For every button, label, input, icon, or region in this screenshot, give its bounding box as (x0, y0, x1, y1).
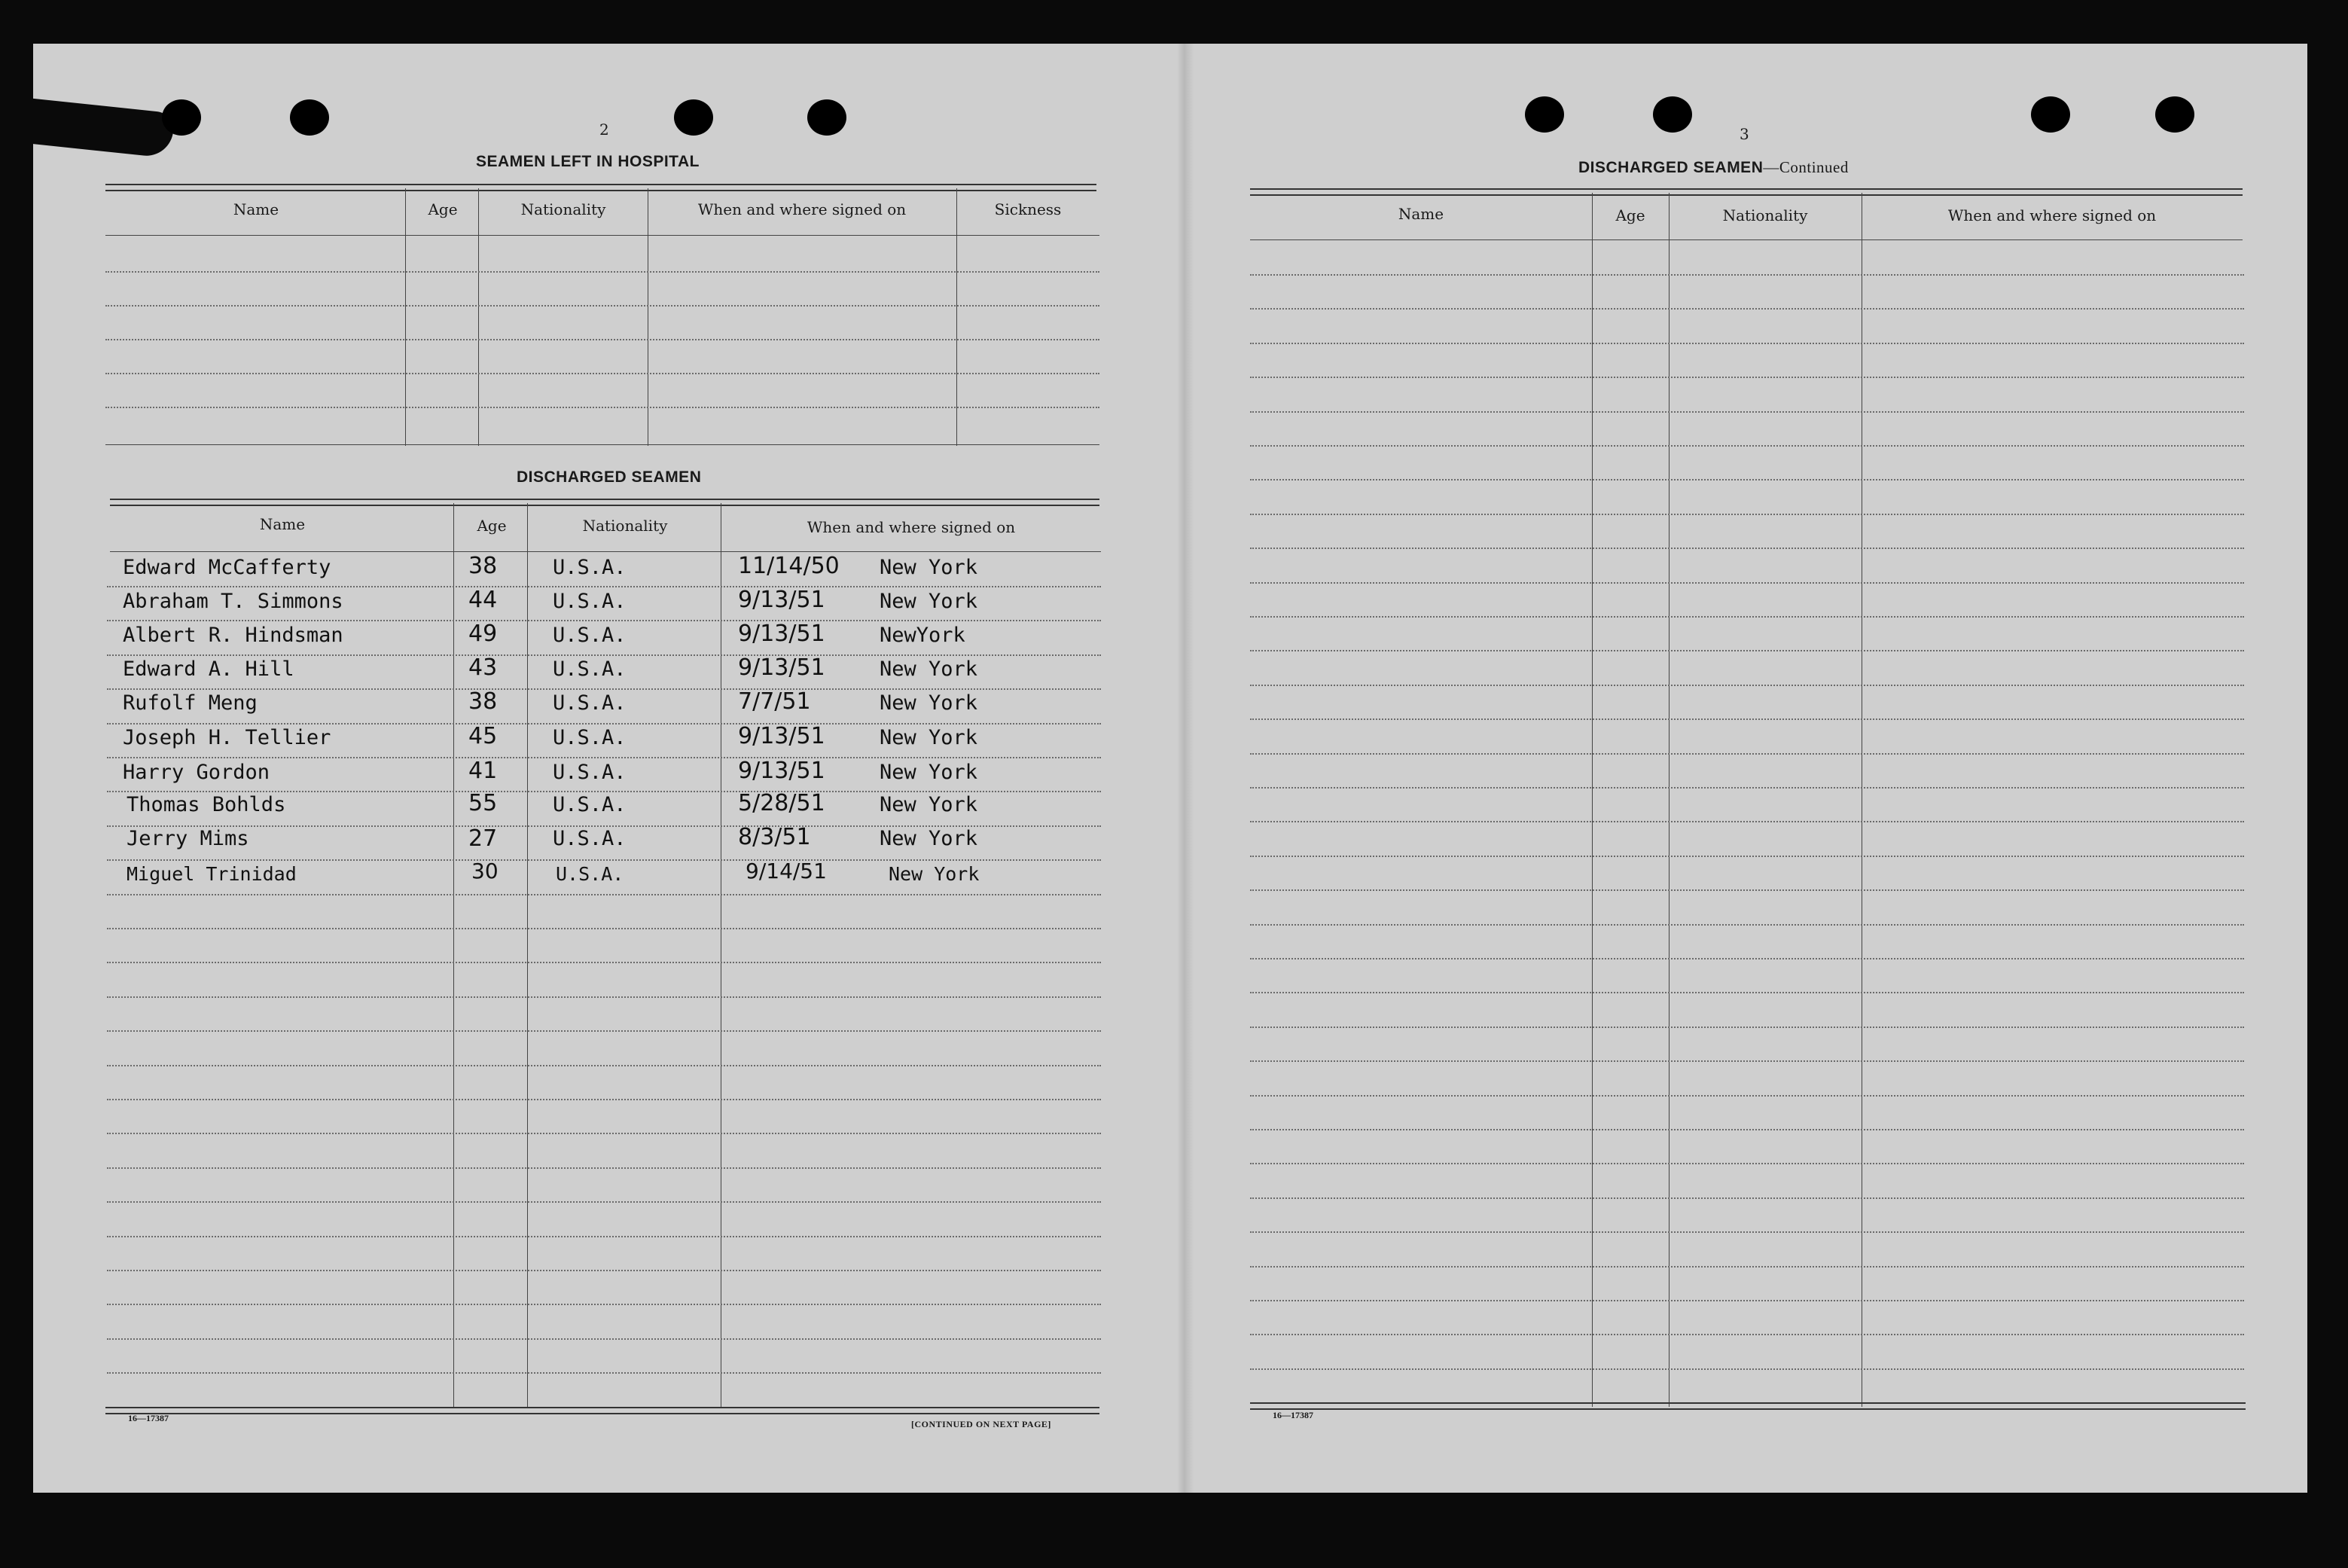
seaman-name: Miguel Trinidad (127, 863, 297, 885)
section-title-suffix: —Continued (1763, 158, 1849, 176)
seaman-name: Harry Gordon (123, 761, 270, 784)
seaman-name: Edward McCafferty (123, 556, 331, 579)
seaman-age: 30 (471, 859, 499, 883)
ruled-row-line (107, 586, 1101, 587)
signed-on-date: 9/13/51 (738, 587, 825, 613)
right-col-age: Age (1615, 206, 1645, 224)
ruled-row-line (1250, 1334, 2244, 1335)
ruled-row-line (1250, 1197, 2244, 1199)
document-paper (33, 44, 2307, 1493)
signed-on-date: 5/28/51 (738, 790, 825, 816)
ruled-row-line (107, 1372, 1101, 1374)
signed-on-place: New York (880, 793, 978, 816)
punch-hole (1525, 96, 1564, 133)
hospital-col-sickness: Sickness (994, 200, 1062, 218)
discharged-divider (527, 503, 528, 1407)
ruled-row-line (1250, 924, 2244, 926)
ruled-row-line (107, 757, 1101, 758)
ruled-row-line (1250, 992, 2244, 993)
ruled-row-line (107, 1304, 1101, 1305)
seaman-name: Thomas Bohlds (127, 793, 286, 816)
ruled-row-line (107, 1167, 1101, 1169)
ruled-row-line (1250, 1129, 2244, 1130)
hospital-row-line (105, 339, 1099, 340)
signed-on-date: 8/3/51 (738, 824, 811, 850)
ruled-row-line (1250, 718, 2244, 720)
section-title-text: DISCHARGED SEAMEN (1578, 159, 1764, 176)
discharged-col-name: Name (259, 515, 306, 533)
ruled-row-line (107, 1270, 1101, 1271)
ruled-row-line (107, 654, 1101, 656)
hospital-row-line (105, 373, 1099, 374)
hospital-section-title: SEAMEN LEFT IN HOSPITAL (476, 153, 700, 170)
ruled-row-line (1250, 274, 2244, 276)
page-fold (1177, 44, 1194, 1493)
continued-note: [CONTINUED ON NEXT PAGE] (911, 1419, 1051, 1429)
right-divider (1592, 193, 1593, 1407)
signed-on-place: New York (880, 761, 978, 784)
signed-on-place: New York (880, 827, 978, 850)
seaman-name: Albert R. Hindsman (123, 624, 343, 647)
ruled-row-line (1250, 1027, 2244, 1028)
ruled-row-line (1250, 958, 2244, 959)
seaman-name: Edward A. Hill (123, 657, 294, 681)
seaman-age: 27 (468, 825, 498, 852)
hospital-top-rule (105, 184, 1096, 191)
ruled-row-line (107, 894, 1101, 895)
hospital-bottom-rule (105, 444, 1099, 445)
seaman-name: Abraham T. Simmons (123, 590, 343, 613)
ruled-row-line (107, 1065, 1101, 1066)
ruled-row-line (1250, 343, 2244, 344)
hospital-col-name: Name (233, 200, 279, 218)
seaman-name: Jerry Mims (127, 827, 249, 850)
ruled-row-line (1250, 548, 2244, 549)
right-bottom-rule (1250, 1402, 2246, 1410)
punch-hole (1653, 96, 1692, 133)
ruled-row-line (107, 1201, 1101, 1203)
seaman-name: Joseph H. Tellier (123, 726, 331, 749)
right-col-nationality: Nationality (1722, 206, 1808, 224)
ruled-row-line (1250, 821, 2244, 822)
seaman-age: 38 (468, 553, 498, 579)
ruled-row-line (107, 1030, 1101, 1032)
ruled-row-line (1250, 308, 2244, 310)
signed-on-place: New York (880, 657, 978, 681)
ruled-row-line (1250, 753, 2244, 755)
seaman-age: 49 (468, 621, 498, 647)
ruled-row-line (107, 962, 1101, 963)
form-number: 16—17387 (128, 1413, 169, 1423)
ruled-row-line (1250, 1266, 2244, 1268)
punch-hole (162, 99, 201, 136)
seaman-nationality: U.S.A. (553, 624, 627, 647)
ruled-row-line (1250, 889, 2244, 891)
seaman-nationality: U.S.A. (553, 726, 627, 749)
ruled-row-line (1250, 685, 2244, 686)
ruled-row-line (1250, 479, 2244, 480)
hospital-row-line (105, 271, 1099, 273)
ruled-row-line (107, 928, 1101, 929)
punch-hole (807, 99, 846, 136)
hospital-col-age: Age (428, 200, 458, 218)
continued-section-title (1578, 158, 1849, 177)
signed-on-place: New York (880, 556, 978, 579)
discharged-col-age: Age (477, 517, 507, 535)
ruled-row-line (107, 688, 1101, 690)
seaman-age: 45 (468, 723, 498, 749)
ruled-row-line (1250, 411, 2244, 413)
ruled-row-line (1250, 445, 2244, 447)
right-header-rule (1250, 239, 2243, 240)
signed-on-date: 9/14/51 (746, 859, 827, 883)
ruled-row-line (107, 1133, 1101, 1134)
seaman-age: 38 (468, 688, 498, 715)
ruled-row-line (1250, 787, 2244, 789)
hospital-header-rule (105, 235, 1099, 236)
ruled-row-line (1250, 1231, 2244, 1233)
form-number: 16—17387 (1273, 1410, 1313, 1420)
hospital-row-line (105, 305, 1099, 307)
ruled-row-line (107, 723, 1101, 725)
ruled-row-line (1250, 1095, 2244, 1097)
seaman-age: 43 (468, 654, 498, 681)
ruled-row-line (107, 791, 1101, 792)
signed-on-date: 9/13/51 (738, 621, 825, 647)
seaman-nationality: U.S.A. (553, 556, 627, 579)
signed-on-date: 11/14/50 (738, 553, 840, 579)
seaman-nationality: U.S.A. (553, 827, 627, 850)
signed-on-date: 9/13/51 (738, 654, 825, 681)
ruled-row-line (107, 1236, 1101, 1237)
signed-on-date: 9/13/51 (738, 723, 825, 749)
ruled-row-line (1250, 1060, 2244, 1062)
seaman-age: 55 (468, 790, 498, 816)
punch-hole (290, 99, 329, 136)
right-top-rule (1250, 188, 2243, 196)
hospital-col-nationality: Nationality (520, 200, 606, 218)
signed-on-place: NewYork (880, 624, 965, 647)
right-divider (1669, 193, 1670, 1407)
discharged-col-nationality: Nationality (582, 517, 668, 535)
seaman-nationality: U.S.A. (553, 761, 627, 784)
ruled-row-line (1250, 1368, 2244, 1370)
ruled-row-line (1250, 377, 2244, 378)
ruled-row-line (1250, 650, 2244, 651)
signed-on-place: New York (880, 590, 978, 613)
seaman-nationality: U.S.A. (553, 590, 627, 613)
ruled-row-line (1250, 1300, 2244, 1301)
signed-on-date: 9/13/51 (738, 758, 825, 784)
punch-hole (2155, 96, 2194, 133)
seaman-nationality: U.S.A. (556, 863, 624, 885)
signed-on-place: New York (880, 726, 978, 749)
ruled-row-line (1250, 856, 2244, 857)
seaman-nationality: U.S.A. (553, 793, 627, 816)
signed-on-place: New York (889, 863, 980, 885)
discharged-header-rule (110, 551, 1101, 552)
ruled-row-line (107, 620, 1101, 621)
right-col-name: Name (1398, 205, 1444, 223)
signed-on-date: 7/7/51 (738, 688, 811, 715)
discharged-divider (453, 503, 454, 1407)
punch-hole (2031, 96, 2070, 133)
seaman-name: Rufolf Meng (123, 691, 258, 715)
signed-on-place: New York (880, 691, 978, 715)
seaman-age: 41 (468, 758, 498, 784)
page-number: 3 (1740, 125, 1749, 143)
discharged-top-rule (110, 499, 1099, 506)
seaman-nationality: U.S.A. (553, 691, 627, 715)
punch-hole (674, 99, 713, 136)
ruled-row-line (107, 1338, 1101, 1340)
ruled-row-line (1250, 616, 2244, 618)
discharged-section-title: DISCHARGED SEAMEN (517, 468, 702, 486)
right-col-signed-on: When and where signed on (1947, 206, 2157, 224)
ruled-row-line (1250, 1163, 2244, 1164)
ruled-row-line (107, 1099, 1101, 1100)
discharged-col-signed-on: When and where signed on (807, 518, 1016, 536)
discharged-bottom-rule (105, 1407, 1099, 1414)
hospital-row-line (105, 407, 1099, 408)
hospital-col-signed-on: When and where signed on (697, 200, 907, 218)
page-number: 2 (599, 120, 609, 139)
ruled-row-line (1250, 582, 2244, 584)
seaman-age: 44 (468, 587, 498, 613)
ruled-row-line (1250, 514, 2244, 515)
ruled-row-line (107, 859, 1101, 861)
seaman-nationality: U.S.A. (553, 657, 627, 681)
ruled-row-line (107, 996, 1101, 998)
